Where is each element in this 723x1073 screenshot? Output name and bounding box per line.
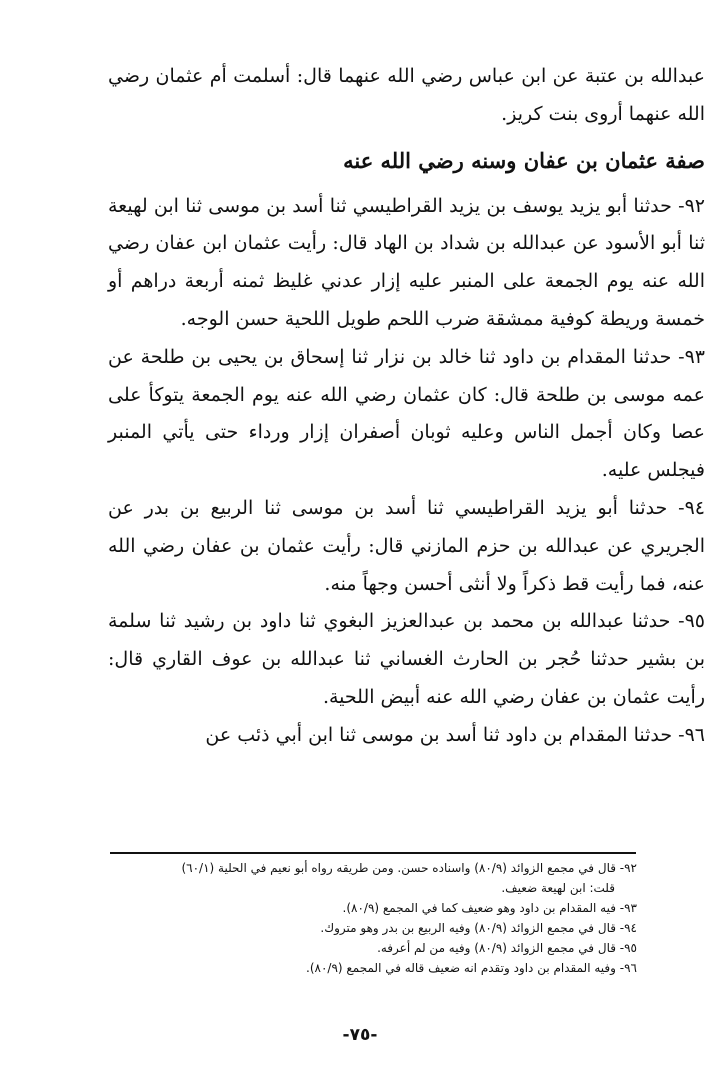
intro-paragraph: عبدالله بن عتبة عن ابن عباس رضي الله عنهما قال: أسلمت أم عثمان رضي الله عنهما أروى بنت كريز. <box>108 65 705 125</box>
page-number: -٧٥- <box>342 1025 378 1045</box>
hadith-93: ٩٣- حدثنا المقدام بن داود ثنا خالد بن نزار ثنا إسحاق بن يحيى بن طلحة عن عمه موسى بن طلحة قال: كان عثمان رضي الله عنه يوم الجمعة يتوكأ على عصا وكان أجمل الناس وعليه ثوبان أصفران إزار ورداء حتى يأتي المنبر فيجلس عليه. <box>108 345 705 482</box>
hadith-95: ٩٥- حدثنا عبدالله بن محمد بن عبدالعزيز البغوي ثنا داود بن رشيد ثنا سلمة بن بشير حدثنا حُجر بن الحارث الغساني ثنا عبدالله بن عوف القاري قال: رأيت عثمان بن عفان رضي الله عنه أبيض اللحية. <box>108 610 705 708</box>
footnote-92: ٩٢- قال في مجمع الزوائد (٨٠/٩) واسناده حسن. ومن طريقه رواه أبو نعيم في الحلية (٦٠/١) <box>181 861 637 875</box>
footnote-separator <box>110 852 636 854</box>
footnote-93: ٩٣- فيه المقدام بن داود وهو ضعيف كما في المجمع (٨٠/٩). <box>342 901 637 915</box>
footnotes <box>110 858 637 978</box>
section-heading: صفة عثمان بن عفان وسنه رضي الله عنه <box>343 147 705 173</box>
footnote-94: ٩٤- قال في مجمع الزوائد (٨٠/٩) وفيه الربيع بن بدر وهو متروك. <box>320 921 637 935</box>
footnote-95: ٩٥- قال في مجمع الزوائد (٨٠/٩) وفيه من لم أعرفه. <box>377 941 637 955</box>
footnote-92-note: قلت: ابن لهيعة ضعيف. <box>501 881 615 895</box>
footnote-96: ٩٦- وفيه المقدام بن داود وتقدم انه ضعيف قاله في المجمع (٨٠/٩). <box>306 961 637 975</box>
hadith-96: ٩٦- حدثنا المقدام بن داود ثنا أسد بن موسى ثنا ابن أبي ذئب عن <box>205 723 705 746</box>
main-text <box>108 58 705 755</box>
hadith-94: ٩٤- حدثنا أبو يزيد القراطيسي ثنا أسد بن موسى ثنا الربيع بن بدر عن الجريري عن عبدالله بن حزم المازني قال: رأيت عثمان بن عفان رضي الله عنه، فما رأيت قط ذكراً ولا أنثى أحسن وجهاً منه. <box>108 496 705 595</box>
hadith-92: ٩٢- حدثنا أبو يزيد يوسف بن يزيد القراطيسي ثنا أسد بن موسى ثنا ابن لهيعة ثنا أبو الأسود عن عبدالله بن شداد بن الهاد قال: رأيت عثمان ابن عفان رضي الله عنه يوم الجمعة على المنبر عليه إزار عدني غليظ ثمنه أربعة دراهم أو خمسة وريطة كوفية ممشقة ضرب اللحم طويل اللحية حسن الوجه. <box>108 194 705 330</box>
